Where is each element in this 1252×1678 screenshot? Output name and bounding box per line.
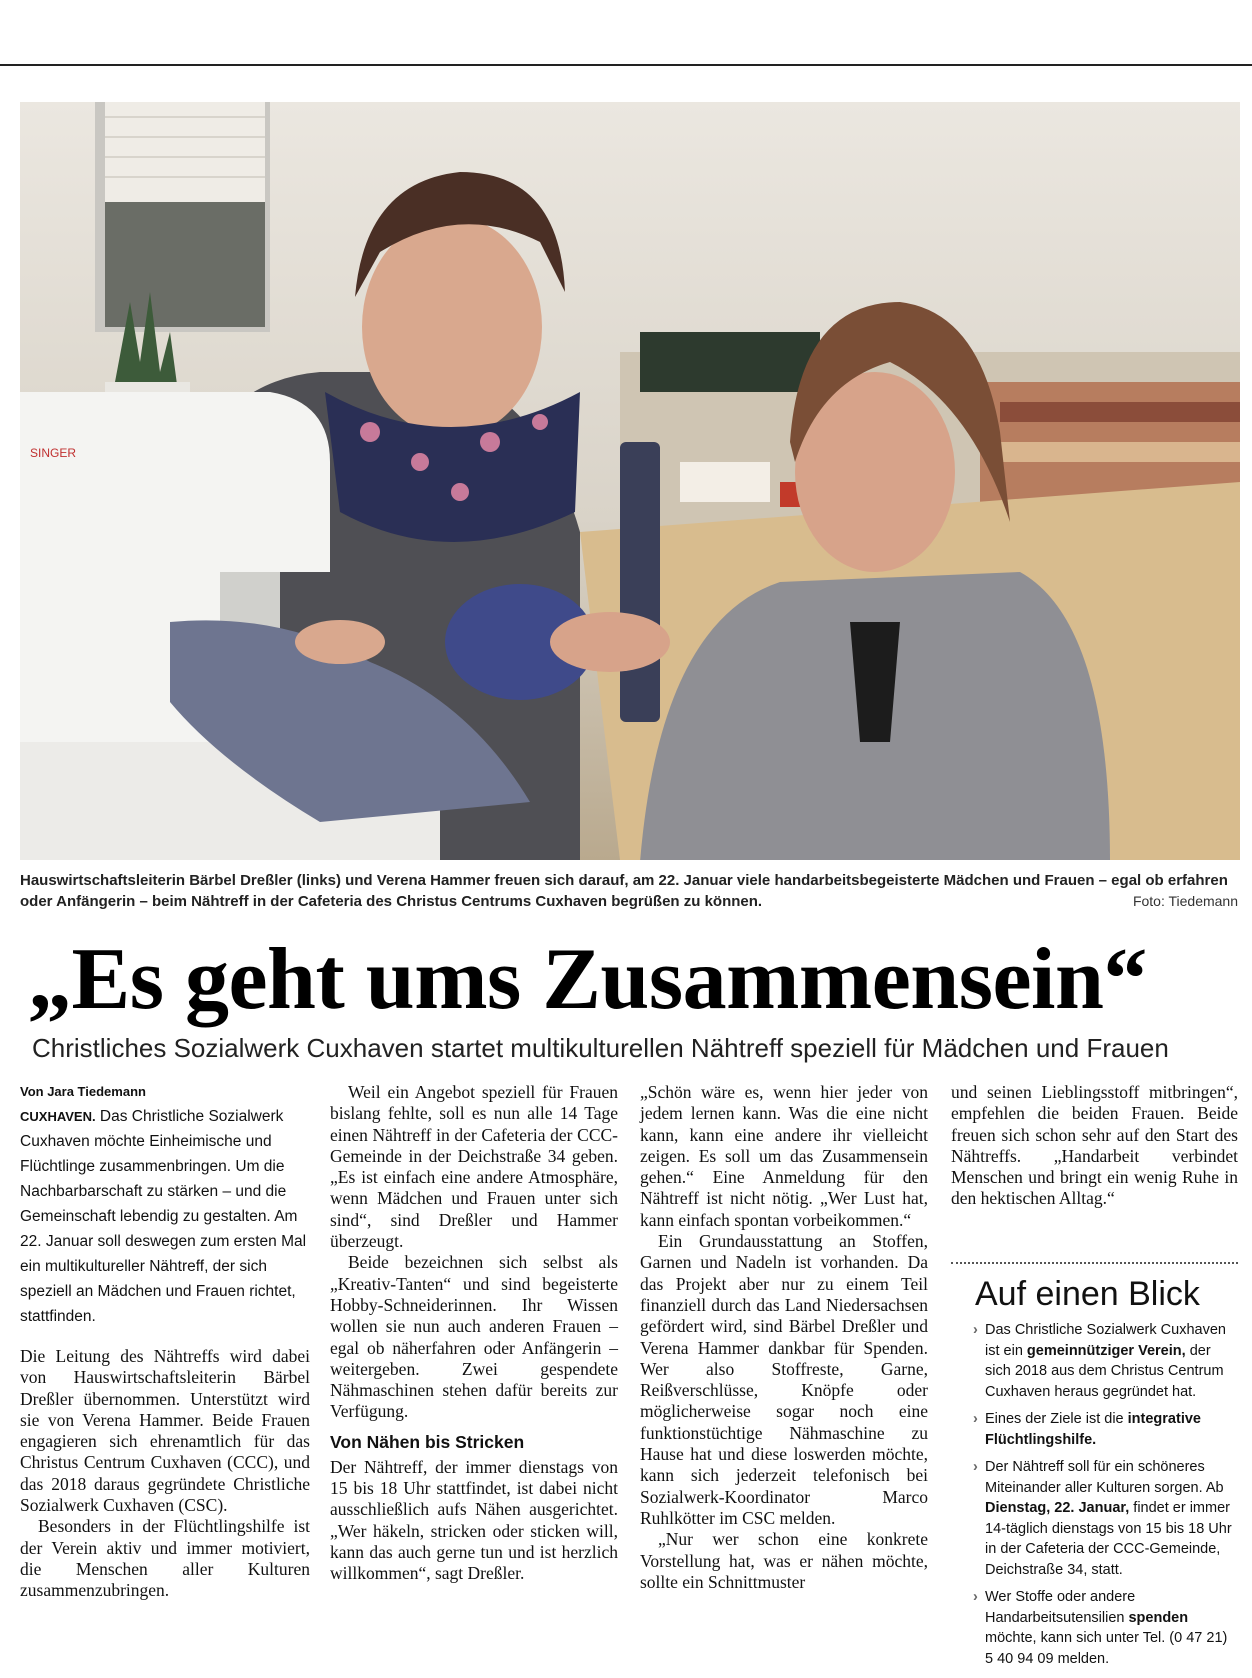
top-rule xyxy=(0,64,1252,66)
paragraph: Beide bezeichnen sich selbst als „Kreativ-Tanten“ und sind begeisterte Hobby-Schneiderinnen. Ihr Wissen wollen sie nun auch anderen Frauen – egal ob näherfahren oder Anfängerin – weitergeben. Zwei gespendete Nähmaschinen stehen dafür bereits zur Verfügung. xyxy=(330,1252,618,1422)
paragraph: „Schön wäre es, wenn hier jeder von jedem lernen kann. Was die eine nicht kann, kann eine andere ihr vielleicht zeigen. Es soll um das Zusammensein gehen.“ Eine Anmeldung für den Nähtreff ist nicht nötig. „Wer Lust hat, kann einfach spontan vorbeikommen.“ xyxy=(640,1082,928,1230)
subheadline: Christliches Sozialwerk Cuxhaven startet multikulturellen Nähtreff speziell für Mädchen und Frauen xyxy=(32,1033,1169,1063)
info-box-item: › Eines der Ziele ist die integrative Flüchtlingshilfe. xyxy=(975,1409,1238,1450)
paragraph: Der Nähtreff, der immer dienstags von 15 bis 18 Uhr stattfindet, ist dabei nicht ausschließlich aufs Nähen ausgerichtet. „Wer häkeln, stricken oder sticken will, kann das auch gerne tun und ist herzlich willkommen“, sagt Dreßler. xyxy=(330,1456,618,1584)
paragraph: Besonders in der Flüchtlingshilfe ist der Verein aktiv und immer motiviert, die Menschen aller Kulturen zusammenzubringen. xyxy=(20,1516,310,1601)
paragraph: und seinen Lieblingsstoff mitbringen“, empfehlen die beiden Frauen. Beide freuen sich schon sehr auf den Start des Nähtreffs. „Handarbeit verbindet Menschen und bringt ein wenig Ruhe in den hektischen Alltag.“ xyxy=(951,1082,1238,1209)
photo-illustration xyxy=(20,102,1240,860)
headline: „Es geht ums Zusammensein“ xyxy=(28,931,1147,1028)
info-box xyxy=(951,1262,1238,1676)
paragraph: Ein Grundausstattung an Stoffen, Garnen und Nadeln ist vorhanden. Da das Projekt aber nur zu einem Teil finanziell durch das Land Niedersachsen gefördert wird, sind Bärbel Dreßler und Verena Hammer dankbar für Spenden. Wer also Stoffreste, Garne, Reißverschlüsse, Knöpfe oder möglicherweise sogar noch eine funktionstüchtige Nähmaschine zu Hause hat und diese loswerden möchte, kann sich jederzeit telefonisch bei Sozialwerk-Koordinator Marco Ruhlkötter im CSC melden. xyxy=(640,1231,928,1528)
intro-text: Das Christliche Sozialwerk Cuxhaven möchte Einheimische und Flüchtlinge zusammenbringen. Um die Nachbarbarschaft zu stärken – und die Gemeinschaft lebendig zu gestalten. Am 22. Januar soll deswegen zum ersten Mal ein multikultureller Nähtreff, der sich speziell an Mädchen und Frauen richtet, stattfinden. xyxy=(20,1108,307,1325)
info-box-title: Auf einen Blick xyxy=(975,1275,1200,1313)
info-box-item: › Wer Stoffe oder andere Handarbeitsutensilien spenden möchte, kann sich unter Tel. (0 47 21) 5 40 94 09 melden. xyxy=(975,1587,1238,1669)
info-box-list xyxy=(951,1320,1238,1669)
article-photo xyxy=(20,102,1240,860)
dateline: CUXHAVEN. xyxy=(20,1109,96,1124)
byline: Von Jara Tiedemann xyxy=(20,1084,146,1099)
section-subheading: Von Nähen bis Stricken xyxy=(330,1431,525,1452)
intro-paragraph xyxy=(20,1104,310,1329)
info-box-item: › Das Christliche Sozialwerk Cuxhaven ist ein gemeinnütziger Verein, der sich 2018 aus dem Christus Centrum Cuxhaven heraus gegründet hat. xyxy=(975,1320,1238,1402)
machine-brand-label: SINGER xyxy=(30,446,77,460)
paragraph: Weil ein Angebot speziell für Frauen bislang fehlte, soll es nun alle 14 Tage einen Nähtreff in der Cafeteria der CCC-Gemeinde in der Deichstraße 34 geben. „Es ist einfach eine andere Atmosphäre, wenn Mädchen und Frauen unter sich sind“, sind Dreßler und Hammer überzeugt. xyxy=(330,1082,618,1252)
paragraph: Die Leitung des Nähtreffs wird dabei von Hauswirtschaftsleiterin Bärbel Dreßler übernommen. Unterstützt wird sie von Verena Hammer. Beide Frauen engagieren sich ehrenamtlich für das Christus Centrum Cuxhaven (CCC), und das 2018 daraus gegründete Christliche Sozialwerk Cuxhaven (CSC). xyxy=(20,1346,310,1516)
caption-text: Hauswirtschaftsleiterin Bärbel Dreßler (links) und Verena Hammer freuen sich darauf, am 22. Januar viele handarbeitsbegeisterte Mädchen und Frauen – egal ob erfahren oder Anfängerin – beim Nähtreff in der Cafeteria des Christus Centrums Cuxhaven begrüßen zu können. xyxy=(20,872,1228,910)
paragraph: „Nur wer schon eine konkrete Vorstellung hat, was er nähen möchte, sollte ein Schnittmuster xyxy=(640,1529,928,1592)
photo-caption xyxy=(20,870,1242,912)
article-column-1 xyxy=(20,1082,310,1602)
info-box-item: › Der Nähtreff soll für ein schöneres Miteinander aller Kulturen sorgen. Ab Dienstag, 22. Januar, findet er immer 14-täglich dienstags von 15 bis 18 Uhr in der Cafeteria der CCC-Gemeinde, Deichstraße 34, statt. xyxy=(975,1457,1238,1580)
article-column-4 xyxy=(951,1082,1238,1210)
article-column-2 xyxy=(330,1082,618,1585)
article-column-3 xyxy=(640,1082,928,1593)
photo-credit: Foto: Tiedemann xyxy=(1132,893,1238,909)
